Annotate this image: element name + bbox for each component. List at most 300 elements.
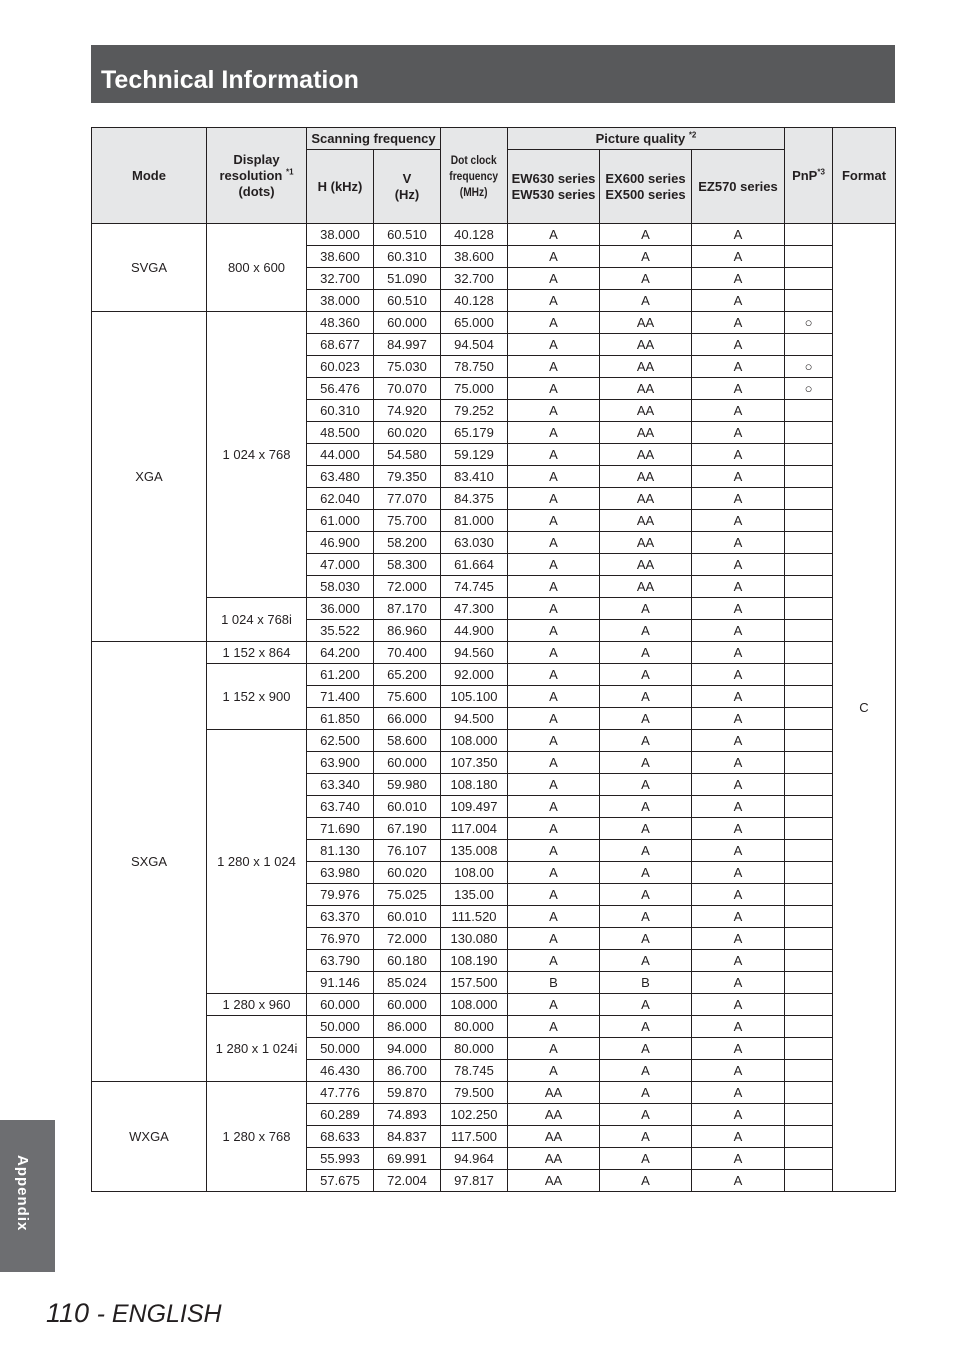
resolution-cell: 1 280 x 1 024 xyxy=(207,730,307,994)
ez-quality-cell: A xyxy=(692,686,785,708)
pnp-cell xyxy=(785,400,833,422)
table-row xyxy=(92,312,896,334)
pnp-cell xyxy=(785,708,833,730)
ew-quality-cell: A xyxy=(508,818,600,840)
ew-quality-cell: A xyxy=(508,422,600,444)
pnp-cell xyxy=(785,994,833,1016)
ez-quality-cell: A xyxy=(692,532,785,554)
page-title: Technical Information xyxy=(101,66,359,94)
pnp-cell xyxy=(785,730,833,752)
h-khz-cell: 60.310 xyxy=(307,400,374,422)
ez-quality-cell: A xyxy=(692,554,785,576)
resolution-cell: 1 152 x 900 xyxy=(207,664,307,730)
ew-quality-cell: A xyxy=(508,642,600,664)
pnp-cell xyxy=(785,334,833,356)
ez-quality-cell: A xyxy=(692,1126,785,1148)
ex-quality-cell: AA xyxy=(600,576,692,598)
h-khz-cell: 60.000 xyxy=(307,994,374,1016)
pnp-cell: ○ xyxy=(785,378,833,400)
v-hz-cell: 60.020 xyxy=(374,422,441,444)
table-row xyxy=(92,730,896,752)
ex-quality-cell: A xyxy=(600,994,692,1016)
dot-clock-cell: 130.080 xyxy=(441,928,508,950)
ez-quality-cell: A xyxy=(692,224,785,246)
ew-quality-cell: AA xyxy=(508,1082,600,1104)
v-hz-cell: 75.030 xyxy=(374,356,441,378)
ex-quality-cell: AA xyxy=(600,466,692,488)
v-hz-cell: 77.070 xyxy=(374,488,441,510)
h-khz-cell: 46.900 xyxy=(307,532,374,554)
table-row xyxy=(92,598,896,620)
v-hz-cell: 72.000 xyxy=(374,928,441,950)
ex-quality-cell: A xyxy=(600,642,692,664)
dot-clock-cell: 74.745 xyxy=(441,576,508,598)
pnp-cell: ○ xyxy=(785,356,833,378)
ex-quality-cell: A xyxy=(600,290,692,312)
dot-clock-cell: 38.600 xyxy=(441,246,508,268)
ex-quality-cell: A xyxy=(600,620,692,642)
ex-quality-cell: A xyxy=(600,1016,692,1038)
ez-quality-cell: A xyxy=(692,730,785,752)
dot-clock-cell: 107.350 xyxy=(441,752,508,774)
ez-quality-cell: A xyxy=(692,862,785,884)
appendix-tab xyxy=(0,1120,55,1272)
h-khz-cell: 63.370 xyxy=(307,906,374,928)
h-khz-cell: 60.023 xyxy=(307,356,374,378)
dot-clock-cell: 84.375 xyxy=(441,488,508,510)
pnp-cell xyxy=(785,928,833,950)
dot-clock-cell: 108.190 xyxy=(441,950,508,972)
header-ez570-series: EZ570 series xyxy=(692,150,785,224)
dot-clock-cell: 83.410 xyxy=(441,466,508,488)
h-khz-cell: 76.970 xyxy=(307,928,374,950)
dot-clock-cell: 61.664 xyxy=(441,554,508,576)
ex-quality-cell: A xyxy=(600,928,692,950)
ez-quality-cell: A xyxy=(692,422,785,444)
ex-quality-cell: A xyxy=(600,774,692,796)
v-hz-cell: 51.090 xyxy=(374,268,441,290)
resolution-cell: 1 152 x 864 xyxy=(207,642,307,664)
ew-quality-cell: AA xyxy=(508,1126,600,1148)
ez-quality-cell: A xyxy=(692,1038,785,1060)
dot-clock-cell: 44.900 xyxy=(441,620,508,642)
ex-quality-cell: A xyxy=(600,686,692,708)
ew-quality-cell: A xyxy=(508,268,600,290)
dot-clock-cell: 94.560 xyxy=(441,642,508,664)
v-hz-cell: 75.600 xyxy=(374,686,441,708)
dot-clock-cell: 109.497 xyxy=(441,796,508,818)
table-row xyxy=(92,994,896,1016)
dot-clock-cell: 78.750 xyxy=(441,356,508,378)
h-khz-cell: 46.430 xyxy=(307,1060,374,1082)
pnp-cell xyxy=(785,862,833,884)
v-hz-cell: 54.580 xyxy=(374,444,441,466)
v-hz-cell: 58.300 xyxy=(374,554,441,576)
v-hz-cell: 86.000 xyxy=(374,1016,441,1038)
h-khz-cell: 63.480 xyxy=(307,466,374,488)
ew-quality-cell: A xyxy=(508,224,600,246)
mode-cell: XGA xyxy=(92,312,207,642)
pnp-cell xyxy=(785,906,833,928)
page-footer xyxy=(46,1298,222,1329)
ex-quality-cell: A xyxy=(600,730,692,752)
ez-quality-cell: A xyxy=(692,664,785,686)
dot-clock-cell: 102.250 xyxy=(441,1104,508,1126)
ex-quality-cell: AA xyxy=(600,312,692,334)
pnp-cell xyxy=(785,840,833,862)
h-khz-cell: 63.340 xyxy=(307,774,374,796)
ez-quality-cell: A xyxy=(692,708,785,730)
resolution-cell: 1 024 x 768 xyxy=(207,312,307,598)
ew-quality-cell: A xyxy=(508,290,600,312)
ez-quality-cell: A xyxy=(692,1104,785,1126)
h-khz-cell: 48.360 xyxy=(307,312,374,334)
ew-quality-cell: A xyxy=(508,862,600,884)
h-khz-cell: 63.980 xyxy=(307,862,374,884)
pnp-cell xyxy=(785,598,833,620)
dot-clock-cell: 40.128 xyxy=(441,290,508,312)
ex-quality-cell: AA xyxy=(600,444,692,466)
h-khz-cell: 61.850 xyxy=(307,708,374,730)
v-hz-cell: 84.997 xyxy=(374,334,441,356)
v-hz-cell: 69.991 xyxy=(374,1148,441,1170)
dot-clock-cell: 63.030 xyxy=(441,532,508,554)
v-hz-cell: 66.000 xyxy=(374,708,441,730)
v-hz-cell: 60.000 xyxy=(374,752,441,774)
h-khz-cell: 38.000 xyxy=(307,224,374,246)
v-hz-cell: 79.350 xyxy=(374,466,441,488)
pnp-cell xyxy=(785,290,833,312)
v-hz-cell: 86.700 xyxy=(374,1060,441,1082)
ew-quality-cell: A xyxy=(508,356,600,378)
ew-quality-cell: A xyxy=(508,686,600,708)
pnp-cell xyxy=(785,774,833,796)
ez-quality-cell: A xyxy=(692,1060,785,1082)
dot-clock-cell: 108.000 xyxy=(441,730,508,752)
dot-clock-cell: 78.745 xyxy=(441,1060,508,1082)
pnp-cell xyxy=(785,752,833,774)
dot-clock-cell: 92.000 xyxy=(441,664,508,686)
ez-quality-cell: A xyxy=(692,598,785,620)
ew-quality-cell: A xyxy=(508,532,600,554)
pnp-cell xyxy=(785,1060,833,1082)
ez-quality-cell: A xyxy=(692,994,785,1016)
ez-quality-cell: A xyxy=(692,1170,785,1192)
title-bar xyxy=(91,45,895,103)
ez-quality-cell: A xyxy=(692,818,785,840)
ew-quality-cell: A xyxy=(508,576,600,598)
resolution-cell: 800 x 600 xyxy=(207,224,307,312)
table-row xyxy=(92,224,896,246)
ex-quality-cell: AA xyxy=(600,422,692,444)
v-hz-cell: 94.000 xyxy=(374,1038,441,1060)
h-khz-cell: 81.130 xyxy=(307,840,374,862)
dot-clock-cell: 157.500 xyxy=(441,972,508,994)
v-hz-cell: 75.025 xyxy=(374,884,441,906)
ex-quality-cell: A xyxy=(600,1104,692,1126)
dot-clock-cell: 47.300 xyxy=(441,598,508,620)
ew-quality-cell: A xyxy=(508,554,600,576)
h-khz-cell: 60.289 xyxy=(307,1104,374,1126)
dot-clock-cell: 81.000 xyxy=(441,510,508,532)
ew-quality-cell: A xyxy=(508,884,600,906)
format-cell: C xyxy=(833,224,896,1192)
ex-quality-cell: A xyxy=(600,818,692,840)
v-hz-cell: 65.200 xyxy=(374,664,441,686)
dot-clock-cell: 65.000 xyxy=(441,312,508,334)
v-hz-cell: 60.000 xyxy=(374,994,441,1016)
mode-cell: SVGA xyxy=(92,224,207,312)
ez-quality-cell: A xyxy=(692,774,785,796)
header-ew-series: EW630 series EW530 series xyxy=(508,150,600,224)
dot-clock-cell: 111.520 xyxy=(441,906,508,928)
h-khz-cell: 55.993 xyxy=(307,1148,374,1170)
ew-quality-cell: AA xyxy=(508,1104,600,1126)
pnp-cell xyxy=(785,664,833,686)
pnp-cell xyxy=(785,686,833,708)
h-khz-cell: 63.900 xyxy=(307,752,374,774)
ew-quality-cell: A xyxy=(508,906,600,928)
h-khz-cell: 32.700 xyxy=(307,268,374,290)
dot-clock-cell: 117.500 xyxy=(441,1126,508,1148)
v-hz-cell: 86.960 xyxy=(374,620,441,642)
header-format: Format xyxy=(833,128,896,224)
ew-quality-cell: A xyxy=(508,928,600,950)
ez-quality-cell: A xyxy=(692,1016,785,1038)
ew-quality-cell: A xyxy=(508,334,600,356)
v-hz-cell: 70.400 xyxy=(374,642,441,664)
v-hz-cell: 72.000 xyxy=(374,576,441,598)
header-ex-series: EX600 series EX500 series xyxy=(600,150,692,224)
dot-clock-cell: 97.817 xyxy=(441,1170,508,1192)
ew-quality-cell: A xyxy=(508,730,600,752)
resolution-cell: 1 280 x 960 xyxy=(207,994,307,1016)
v-hz-cell: 74.893 xyxy=(374,1104,441,1126)
ew-quality-cell: A xyxy=(508,378,600,400)
ex-quality-cell: A xyxy=(600,1038,692,1060)
dot-clock-cell: 79.500 xyxy=(441,1082,508,1104)
ez-quality-cell: A xyxy=(692,840,785,862)
ex-quality-cell: A xyxy=(600,268,692,290)
ex-quality-cell: A xyxy=(600,1148,692,1170)
ez-quality-cell: A xyxy=(692,752,785,774)
ez-quality-cell: A xyxy=(692,884,785,906)
h-khz-cell: 71.400 xyxy=(307,686,374,708)
header-dot-clock: Dot clock frequency (MHz) xyxy=(441,128,508,224)
header-display-resolution: Display resolution $^{*1}$ (dots) xyxy=(207,128,307,224)
h-khz-cell: 57.675 xyxy=(307,1170,374,1192)
dot-clock-cell: 32.700 xyxy=(441,268,508,290)
dot-clock-cell: 65.179 xyxy=(441,422,508,444)
table-row xyxy=(92,642,896,664)
ew-quality-cell: A xyxy=(508,774,600,796)
ew-quality-cell: A xyxy=(508,1060,600,1082)
h-khz-cell: 36.000 xyxy=(307,598,374,620)
footer-language: - ENGLISH xyxy=(96,1300,222,1328)
v-hz-cell: 60.010 xyxy=(374,796,441,818)
ez-quality-cell: A xyxy=(692,466,785,488)
ew-quality-cell: A xyxy=(508,708,600,730)
dot-clock-cell: 108.00 xyxy=(441,862,508,884)
h-khz-cell: 56.476 xyxy=(307,378,374,400)
ew-quality-cell: B xyxy=(508,972,600,994)
pnp-cell xyxy=(785,1038,833,1060)
ew-quality-cell: A xyxy=(508,246,600,268)
table-row xyxy=(92,664,896,686)
ez-quality-cell: A xyxy=(692,246,785,268)
v-hz-cell: 60.510 xyxy=(374,290,441,312)
dot-clock-cell: 105.100 xyxy=(441,686,508,708)
dot-clock-cell: 79.252 xyxy=(441,400,508,422)
table-row xyxy=(92,1082,896,1104)
table-body xyxy=(92,224,896,1192)
pnp-cell xyxy=(785,1148,833,1170)
dot-clock-cell: 135.00 xyxy=(441,884,508,906)
h-khz-cell: 62.040 xyxy=(307,488,374,510)
v-hz-cell: 58.600 xyxy=(374,730,441,752)
dot-clock-cell: 59.129 xyxy=(441,444,508,466)
ew-quality-cell: A xyxy=(508,840,600,862)
h-khz-cell: 68.677 xyxy=(307,334,374,356)
ex-quality-cell: A xyxy=(600,862,692,884)
ex-quality-cell: AA xyxy=(600,510,692,532)
ez-quality-cell: A xyxy=(692,620,785,642)
ez-quality-cell: A xyxy=(692,334,785,356)
mode-cell: WXGA xyxy=(92,1082,207,1192)
ew-quality-cell: A xyxy=(508,1016,600,1038)
header-pnp: PnP$^{*3}$ xyxy=(785,128,833,224)
ex-quality-cell: AA xyxy=(600,334,692,356)
dot-clock-cell: 40.128 xyxy=(441,224,508,246)
ew-quality-cell: A xyxy=(508,510,600,532)
h-khz-cell: 62.500 xyxy=(307,730,374,752)
ex-quality-cell: AA xyxy=(600,532,692,554)
ez-quality-cell: A xyxy=(692,488,785,510)
v-hz-cell: 60.010 xyxy=(374,906,441,928)
pnp-cell xyxy=(785,620,833,642)
header-v-hz: V (Hz) xyxy=(374,150,441,224)
ez-quality-cell: A xyxy=(692,972,785,994)
v-hz-cell: 60.020 xyxy=(374,862,441,884)
dot-clock-cell: 80.000 xyxy=(441,1038,508,1060)
ez-quality-cell: A xyxy=(692,1082,785,1104)
ez-quality-cell: A xyxy=(692,312,785,334)
ex-quality-cell: AA xyxy=(600,400,692,422)
ew-quality-cell: A xyxy=(508,312,600,334)
v-hz-cell: 60.180 xyxy=(374,950,441,972)
resolution-cell: 1 280 x 768 xyxy=(207,1082,307,1192)
ex-quality-cell: A xyxy=(600,664,692,686)
ew-quality-cell: A xyxy=(508,444,600,466)
ew-quality-cell: AA xyxy=(508,1170,600,1192)
dot-clock-cell: 108.180 xyxy=(441,774,508,796)
timing-table xyxy=(91,127,896,1192)
h-khz-cell: 38.000 xyxy=(307,290,374,312)
ex-quality-cell: A xyxy=(600,224,692,246)
h-khz-cell: 63.790 xyxy=(307,950,374,972)
v-hz-cell: 59.870 xyxy=(374,1082,441,1104)
header-scanning-frequency: Scanning frequency xyxy=(307,128,441,150)
ex-quality-cell: AA xyxy=(600,378,692,400)
ex-quality-cell: AA xyxy=(600,356,692,378)
dot-clock-cell: 94.504 xyxy=(441,334,508,356)
v-hz-cell: 60.310 xyxy=(374,246,441,268)
h-khz-cell: 47.776 xyxy=(307,1082,374,1104)
dot-clock-cell: 94.964 xyxy=(441,1148,508,1170)
h-khz-cell: 63.740 xyxy=(307,796,374,818)
ez-quality-cell: A xyxy=(692,642,785,664)
ew-quality-cell: A xyxy=(508,664,600,686)
ez-quality-cell: A xyxy=(692,576,785,598)
pnp-cell xyxy=(785,532,833,554)
ew-quality-cell: A xyxy=(508,796,600,818)
pnp-cell xyxy=(785,488,833,510)
pnp-cell xyxy=(785,642,833,664)
ew-quality-cell: A xyxy=(508,466,600,488)
ez-quality-cell: A xyxy=(692,928,785,950)
pnp-cell xyxy=(785,510,833,532)
ew-quality-cell: AA xyxy=(508,1148,600,1170)
pnp-cell xyxy=(785,1170,833,1192)
ez-quality-cell: A xyxy=(692,510,785,532)
dot-clock-cell: 80.000 xyxy=(441,1016,508,1038)
pnp-cell xyxy=(785,1104,833,1126)
dot-clock-cell: 108.000 xyxy=(441,994,508,1016)
pnp-cell xyxy=(785,576,833,598)
ez-quality-cell: A xyxy=(692,356,785,378)
table-row xyxy=(92,1016,896,1038)
ex-quality-cell: A xyxy=(600,752,692,774)
table-header xyxy=(92,128,896,224)
h-khz-cell: 61.200 xyxy=(307,664,374,686)
v-hz-cell: 76.107 xyxy=(374,840,441,862)
dot-clock-cell: 94.500 xyxy=(441,708,508,730)
pnp-cell xyxy=(785,268,833,290)
pnp-cell xyxy=(785,796,833,818)
header-mode: Mode xyxy=(92,128,207,224)
v-hz-cell: 58.200 xyxy=(374,532,441,554)
v-hz-cell: 60.000 xyxy=(374,312,441,334)
pnp-cell xyxy=(785,1126,833,1148)
v-hz-cell: 85.024 xyxy=(374,972,441,994)
ex-quality-cell: A xyxy=(600,598,692,620)
ez-quality-cell: A xyxy=(692,796,785,818)
pnp-cell xyxy=(785,884,833,906)
v-hz-cell: 84.837 xyxy=(374,1126,441,1148)
v-hz-cell: 87.170 xyxy=(374,598,441,620)
ez-quality-cell: A xyxy=(692,268,785,290)
h-khz-cell: 61.000 xyxy=(307,510,374,532)
h-khz-cell: 48.500 xyxy=(307,422,374,444)
pnp-cell xyxy=(785,818,833,840)
ex-quality-cell: A xyxy=(600,840,692,862)
pnp-cell xyxy=(785,246,833,268)
ex-quality-cell: B xyxy=(600,972,692,994)
page-number: 110 xyxy=(46,1298,90,1328)
ez-quality-cell: A xyxy=(692,950,785,972)
h-khz-cell: 58.030 xyxy=(307,576,374,598)
ew-quality-cell: A xyxy=(508,400,600,422)
ez-quality-cell: A xyxy=(692,906,785,928)
header-picture-quality: Picture quality $^{*2}$ xyxy=(508,128,785,150)
ew-quality-cell: A xyxy=(508,620,600,642)
dot-clock-cell: 75.000 xyxy=(441,378,508,400)
ex-quality-cell: AA xyxy=(600,554,692,576)
v-hz-cell: 75.700 xyxy=(374,510,441,532)
ex-quality-cell: A xyxy=(600,246,692,268)
ew-quality-cell: A xyxy=(508,752,600,774)
dot-clock-cell: 135.008 xyxy=(441,840,508,862)
